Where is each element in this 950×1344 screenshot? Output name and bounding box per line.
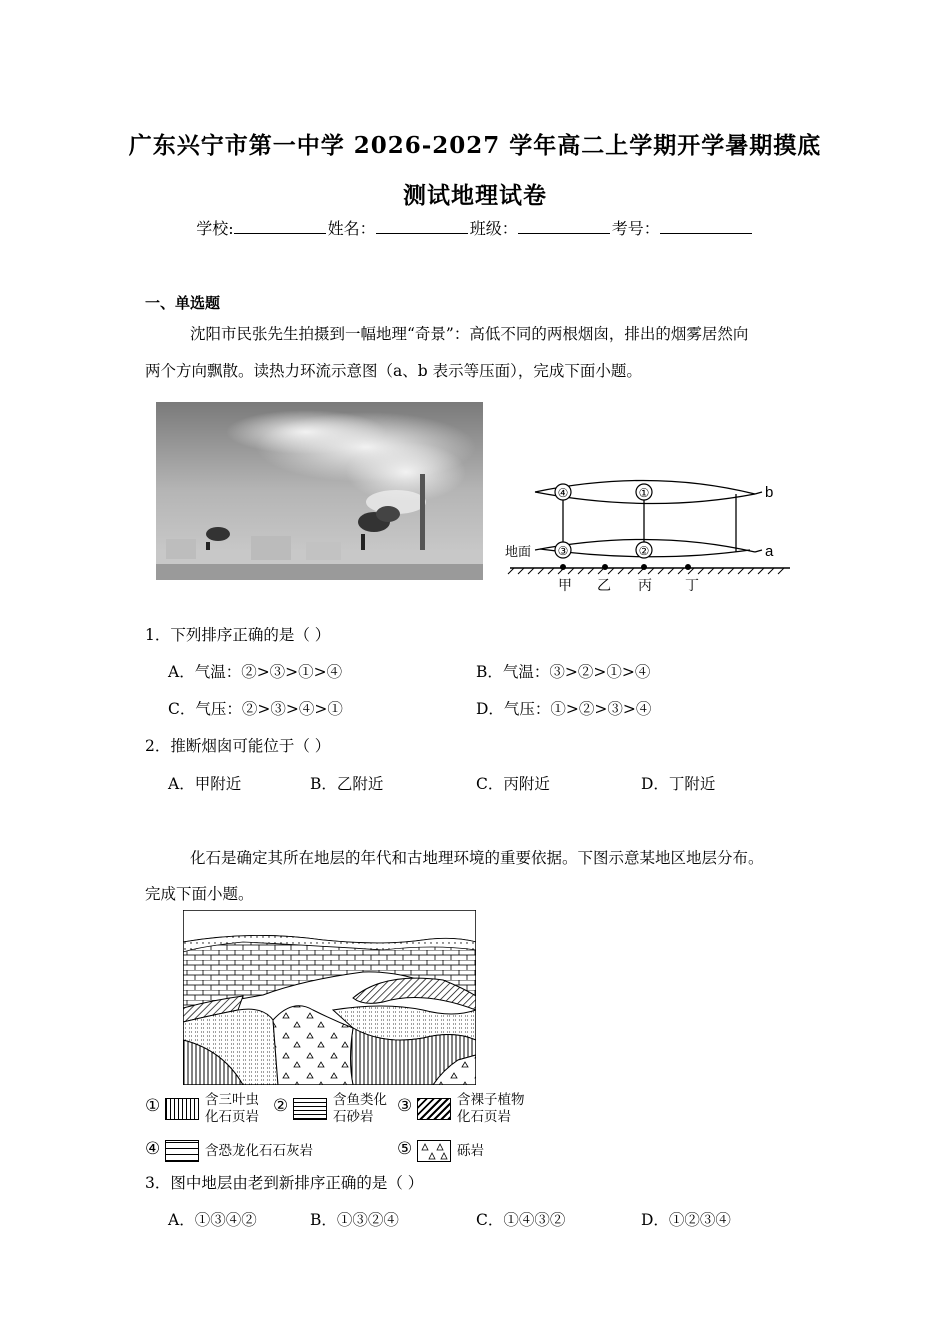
question-3-stem: 3．图中地层由老到新排序正确的是（ ） xyxy=(145,1174,424,1192)
legend-3-text-b: 化石页岩 xyxy=(457,1109,511,1125)
exam-no-label: 考号： xyxy=(611,219,660,238)
question-2-option-b[interactable]: B．乙附近 xyxy=(310,775,384,793)
legend-1-swatch xyxy=(165,1098,199,1120)
point-1-label: ① xyxy=(638,486,650,500)
legend-4-swatch xyxy=(165,1140,199,1162)
school-label: 学校: xyxy=(196,219,234,238)
place-jia: 甲 xyxy=(558,577,572,593)
isobar-a-label: a xyxy=(765,543,774,560)
student-info-line xyxy=(0,216,950,239)
question-1-option-c[interactable]: C．气压：②>③>④>① xyxy=(168,700,343,718)
legend-2-swatch xyxy=(293,1098,327,1120)
legend-2-text-a: 含鱼类化 xyxy=(333,1092,387,1108)
question-3-option-d[interactable]: D．①②③④ xyxy=(641,1211,731,1229)
ground-label: 地面 xyxy=(505,544,532,559)
legend-2-number: ② xyxy=(273,1096,289,1116)
section-heading: 一、单选题 xyxy=(145,294,221,312)
legend-5-text: 砾岩 xyxy=(457,1143,484,1159)
passage1-line2: 两个方向飘散。读热力环流示意图（a、b 表示等压面），完成下面小题。 xyxy=(145,362,642,380)
question-3-option-c[interactable]: C．①④③② xyxy=(476,1211,566,1229)
name-blank xyxy=(376,219,468,234)
legend-3-swatch xyxy=(417,1098,451,1120)
question-1-option-d[interactable]: D．气压：①>②>③>④ xyxy=(476,700,652,718)
class-blank xyxy=(518,219,610,234)
question-2-option-a[interactable]: A．甲附近 xyxy=(168,775,242,793)
legend-1-text-a: 含三叶虫 xyxy=(205,1092,259,1108)
passage2-line2: 完成下面小题。 xyxy=(145,885,254,903)
point-3-label: ③ xyxy=(557,544,569,558)
legend-5-swatch xyxy=(417,1140,451,1162)
place-yi: 乙 xyxy=(597,577,611,593)
question-1-option-b[interactable]: B．气温：③>②>①>④ xyxy=(476,663,651,681)
question-1-option-a[interactable]: A．气温：②>③>①>④ xyxy=(168,663,343,681)
isobar-b-label: b xyxy=(765,484,774,501)
legend-1-number: ① xyxy=(145,1096,161,1116)
strata-legend xyxy=(145,1092,565,1162)
legend-2-text-b: 石砂岩 xyxy=(333,1109,374,1125)
point-4-label: ④ xyxy=(557,486,569,500)
legend-3-number: ③ xyxy=(397,1096,413,1116)
class-label: 班级： xyxy=(469,219,518,238)
page-title: 广东兴宁市第一中学 2026-2027 学年高二上学期开学暑期摸底 xyxy=(128,132,822,159)
strata-diagram xyxy=(183,910,476,1085)
passage2-line1: 化石是确定其所在地层的年代和古地理环境的重要依据。下图示意某地区地层分布。 xyxy=(190,849,764,867)
legend-1-text-b: 化石页岩 xyxy=(205,1109,259,1125)
passage1-line1: 沈阳市民张先生拍摄到一幅地理“奇景”：高低不同的两根烟囱，排出的烟雾居然向 xyxy=(190,325,749,343)
page-subtitle: 测试地理试卷 xyxy=(403,182,547,209)
place-bing: 丙 xyxy=(638,577,652,593)
thermal-circulation-diagram xyxy=(500,470,800,595)
name-label: 姓名： xyxy=(327,219,376,238)
question-2-stem: 2．推断烟囱可能位于（ ） xyxy=(145,737,331,755)
question-3-option-b[interactable]: B．①③②④ xyxy=(310,1211,399,1229)
question-2-option-d[interactable]: D．丁附近 xyxy=(641,775,716,793)
chimney-smoke-photo xyxy=(156,402,483,580)
point-2-label: ② xyxy=(638,544,650,558)
exam-no-blank xyxy=(660,219,752,234)
place-ding: 丁 xyxy=(685,577,699,593)
legend-4-text: 含恐龙化石石灰岩 xyxy=(205,1143,313,1159)
question-2-option-c[interactable]: C．丙附近 xyxy=(476,775,550,793)
legend-4-number: ④ xyxy=(145,1139,161,1159)
legend-5-number: ⑤ xyxy=(397,1139,413,1159)
legend-3-text-a: 含裸子植物 xyxy=(457,1092,525,1108)
question-3-option-a[interactable]: A．①③④② xyxy=(168,1211,257,1229)
question-1-stem: 1．下列排序正确的是（ ） xyxy=(145,626,331,644)
school-blank xyxy=(234,219,326,234)
